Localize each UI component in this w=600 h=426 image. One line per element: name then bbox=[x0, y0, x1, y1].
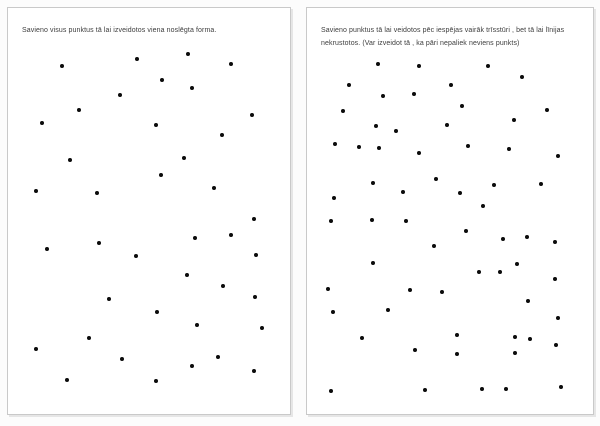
puzzle-dot bbox=[455, 333, 459, 337]
instruction-line: nekrustotos. (Var izveidot tā , ka pāri nepaliek neviens punkts) bbox=[321, 40, 520, 47]
puzzle-dot bbox=[182, 156, 186, 160]
puzzle-dot bbox=[118, 93, 122, 97]
puzzle-dot bbox=[260, 326, 264, 330]
puzzle-dot bbox=[513, 335, 517, 339]
puzzle-dot bbox=[481, 204, 485, 208]
puzzle-dot bbox=[216, 355, 220, 359]
puzzle-dot bbox=[528, 337, 532, 341]
instruction-text-right bbox=[321, 24, 583, 50]
puzzle-dot bbox=[377, 146, 381, 150]
puzzle-dot bbox=[341, 109, 345, 113]
puzzle-dot bbox=[250, 113, 254, 117]
puzzle-dot bbox=[404, 219, 408, 223]
puzzle-dot bbox=[329, 219, 333, 223]
puzzle-dot bbox=[498, 270, 502, 274]
puzzle-dot bbox=[466, 144, 470, 148]
puzzle-dot bbox=[480, 387, 484, 391]
puzzle-dot bbox=[195, 323, 199, 327]
puzzle-dot bbox=[417, 151, 421, 155]
puzzle-dot bbox=[220, 133, 224, 137]
puzzle-dot bbox=[155, 310, 159, 314]
puzzle-dot bbox=[87, 336, 91, 340]
puzzle-dot bbox=[34, 347, 38, 351]
puzzle-dot bbox=[458, 191, 462, 195]
puzzle-dot bbox=[190, 364, 194, 368]
puzzle-dot bbox=[515, 262, 519, 266]
puzzle-dot bbox=[413, 348, 417, 352]
puzzle-dot bbox=[370, 218, 374, 222]
puzzle-dot bbox=[159, 173, 163, 177]
puzzle-dot bbox=[154, 123, 158, 127]
puzzle-dot bbox=[464, 229, 468, 233]
puzzle-dot bbox=[556, 316, 560, 320]
puzzle-dot bbox=[553, 277, 557, 281]
puzzle-dot bbox=[401, 190, 405, 194]
puzzle-dot bbox=[333, 142, 337, 146]
puzzle-dot bbox=[360, 336, 364, 340]
puzzle-dot bbox=[160, 78, 164, 82]
puzzle-dot bbox=[417, 64, 421, 68]
puzzle-dot bbox=[65, 378, 69, 382]
puzzle-dot bbox=[371, 181, 375, 185]
worksheet-page-left bbox=[7, 7, 291, 415]
puzzle-dot bbox=[477, 270, 481, 274]
puzzle-dot bbox=[154, 379, 158, 383]
puzzle-dot bbox=[434, 177, 438, 181]
puzzle-dot bbox=[526, 299, 530, 303]
puzzle-dot bbox=[432, 244, 436, 248]
puzzle-dot bbox=[45, 247, 49, 251]
puzzle-dot bbox=[376, 62, 380, 66]
puzzle-dot bbox=[539, 182, 543, 186]
puzzle-dot bbox=[440, 290, 444, 294]
puzzle-dot bbox=[556, 154, 560, 158]
puzzle-dot bbox=[253, 295, 257, 299]
puzzle-dot bbox=[326, 287, 330, 291]
puzzle-dot bbox=[381, 94, 385, 98]
puzzle-dot bbox=[504, 387, 508, 391]
puzzle-dot bbox=[97, 241, 101, 245]
puzzle-dot bbox=[134, 254, 138, 258]
puzzle-dot bbox=[371, 261, 375, 265]
puzzle-dot bbox=[394, 129, 398, 133]
puzzle-dot bbox=[190, 86, 194, 90]
puzzle-dot bbox=[40, 121, 44, 125]
puzzle-dot bbox=[229, 62, 233, 66]
puzzle-dot bbox=[486, 64, 490, 68]
puzzle-dot bbox=[186, 52, 190, 56]
instruction-line: Savieno visus punktus tā lai izveidotos viena noslēgta forma. bbox=[22, 27, 217, 34]
puzzle-dot bbox=[520, 75, 524, 79]
puzzle-dot bbox=[545, 108, 549, 112]
puzzle-dot bbox=[357, 145, 361, 149]
puzzle-dot bbox=[221, 284, 225, 288]
puzzle-dot bbox=[386, 308, 390, 312]
puzzle-dot bbox=[120, 357, 124, 361]
puzzle-dot bbox=[408, 288, 412, 292]
puzzle-dot bbox=[374, 124, 378, 128]
puzzle-dot bbox=[212, 186, 216, 190]
puzzle-dot bbox=[107, 297, 111, 301]
puzzle-dot bbox=[512, 118, 516, 122]
puzzle-dot bbox=[412, 92, 416, 96]
puzzle-dot bbox=[95, 191, 99, 195]
puzzle-dot bbox=[449, 83, 453, 87]
puzzle-dot bbox=[559, 385, 563, 389]
puzzle-dot bbox=[193, 236, 197, 240]
puzzle-dot bbox=[347, 83, 351, 87]
puzzle-dot bbox=[501, 237, 505, 241]
puzzle-dot bbox=[329, 389, 333, 393]
puzzle-dot bbox=[229, 233, 233, 237]
puzzle-dot bbox=[60, 64, 64, 68]
puzzle-dot bbox=[445, 123, 449, 127]
puzzle-dot bbox=[554, 343, 558, 347]
puzzle-dot bbox=[252, 369, 256, 373]
puzzle-dot bbox=[460, 104, 464, 108]
puzzle-dot bbox=[492, 183, 496, 187]
puzzle-dot bbox=[331, 310, 335, 314]
puzzle-dot bbox=[525, 235, 529, 239]
puzzle-dot bbox=[455, 352, 459, 356]
puzzle-dot bbox=[423, 388, 427, 392]
puzzle-dot bbox=[507, 147, 511, 151]
puzzle-dot bbox=[34, 189, 38, 193]
puzzle-dot bbox=[254, 253, 258, 257]
puzzle-dot bbox=[77, 108, 81, 112]
puzzle-dot bbox=[513, 351, 517, 355]
puzzle-dot bbox=[185, 273, 189, 277]
puzzle-dot bbox=[332, 196, 336, 200]
puzzle-dot bbox=[68, 158, 72, 162]
puzzle-dot bbox=[553, 240, 557, 244]
instruction-line: Savieno punktus tā lai veidotos pēc iespējas vairāk trīsstūri , bet tā lai līnijas bbox=[321, 27, 565, 34]
puzzle-dot bbox=[135, 57, 139, 61]
puzzle-dot bbox=[252, 217, 256, 221]
worksheet-page-right bbox=[306, 7, 594, 415]
instruction-text-left bbox=[22, 24, 280, 37]
